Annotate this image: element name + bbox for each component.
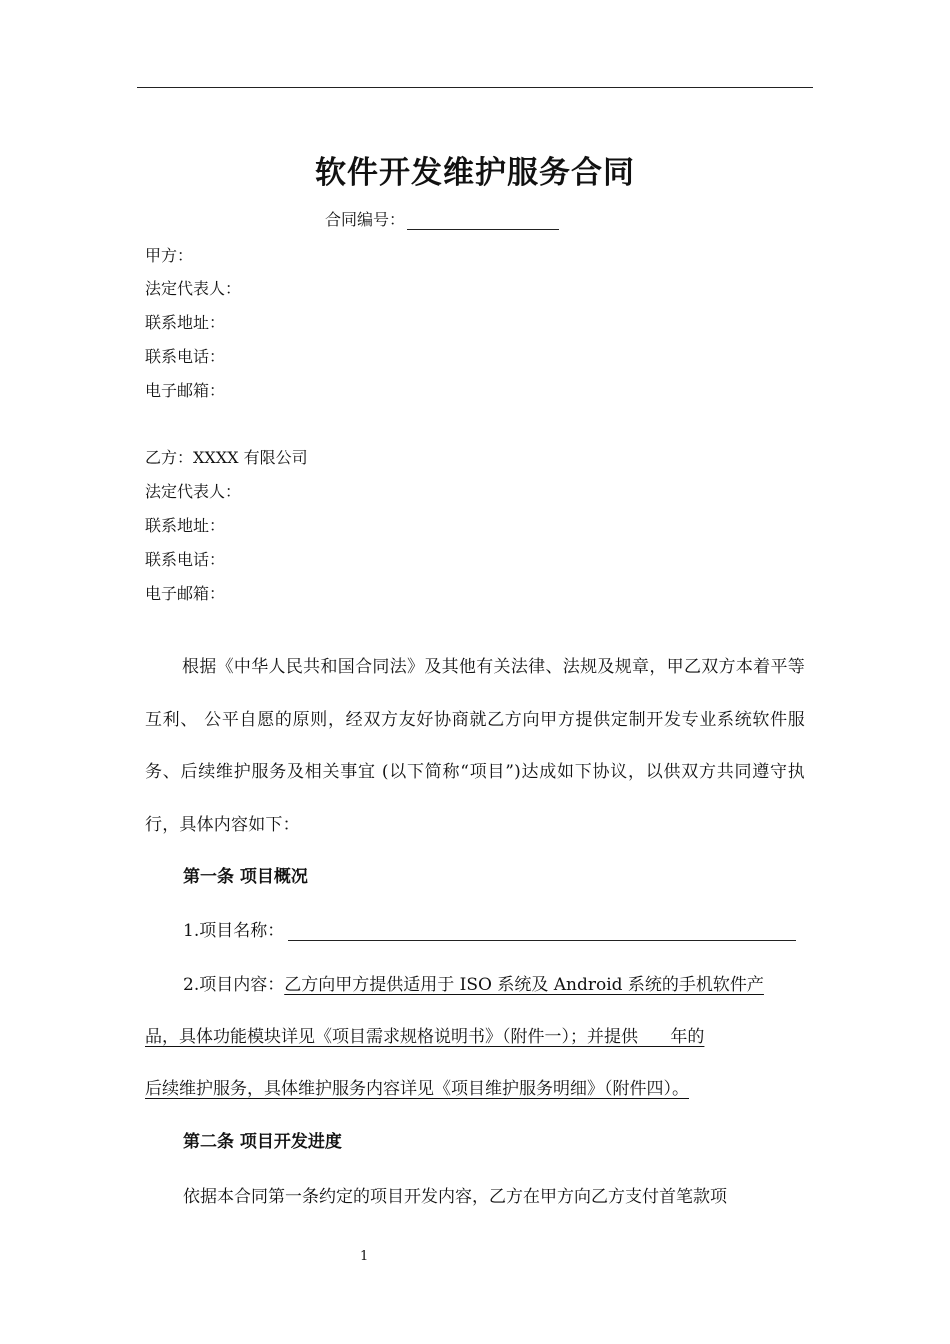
- project-content-text-1: 乙方向甲方提供适用于 ISO 系统及 Android 系统的手机软件产: [284, 975, 764, 995]
- party-b-address: 联系地址：: [145, 516, 226, 535]
- project-content-text-2: 品，具体功能模块详见《项目需求规格说明书》（附件一）；并提供 年的: [145, 1027, 705, 1047]
- party-b-phone: 联系电话：: [145, 550, 226, 569]
- page-number: 1: [360, 1249, 369, 1264]
- project-name-line: [183, 916, 796, 941]
- party-a-name: 甲方：: [145, 246, 194, 265]
- article-1-heading: 第一条 项目概况: [183, 867, 308, 887]
- party-b-name: 乙方：XXXX 有限公司: [145, 448, 308, 467]
- party-b-representative: 法定代表人：: [145, 482, 242, 501]
- document-title: 软件开发维护服务合同: [315, 155, 635, 191]
- party-a-representative: 法定代表人：: [145, 279, 242, 298]
- contract-number-blank: [407, 211, 559, 230]
- project-content-line-1: [183, 970, 764, 995]
- preamble-paragraph: 根据《中华人民共和国合同法》及其他有关法律、法规及规章，甲乙双方本着平等互利、 公平自愿的原则，经双方友好协商就乙方向甲方提供定制开发专业系统软件服务、后续维护服务及相关事宜 (以下简称“项目”)达成如下协议，以供双方共同遵守执行，具体内容如下：: [145, 657, 805, 835]
- party-a-address: 联系地址：: [145, 313, 226, 332]
- project-name-label: 1.项目名称：: [183, 921, 285, 941]
- project-name-blank: [288, 920, 796, 941]
- party-a-email: 电子邮箱：: [145, 381, 226, 400]
- project-content-label: 2.项目内容：: [183, 975, 285, 995]
- project-content-text-3: 后续维护服务，具体维护服务内容详见《项目维护服务明细》（附件四）。: [145, 1079, 689, 1099]
- header-rule: [137, 87, 813, 88]
- article-2-heading: 第二条 项目开发进度: [183, 1132, 342, 1152]
- contract-number-label: 合同编号：: [325, 210, 406, 229]
- party-a-phone: 联系电话：: [145, 347, 226, 366]
- party-b-email: 电子邮箱：: [145, 584, 226, 603]
- contract-number: [325, 207, 559, 230]
- article-2-text: 依据本合同第一条约定的项目开发内容，乙方在甲方向乙方支付首笔款项: [183, 1187, 727, 1207]
